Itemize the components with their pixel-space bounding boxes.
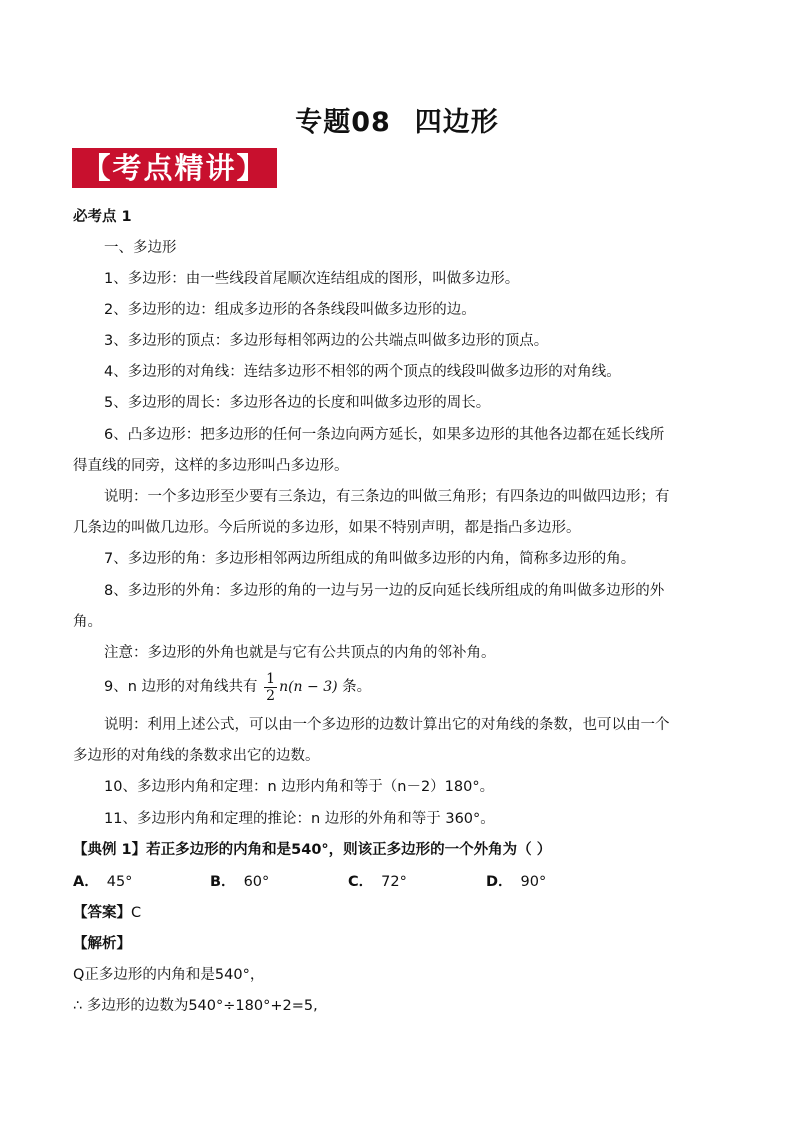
example-question: 【典例 1】若正多边形的内角和是540°，则该正多边形的一个外角为（ ）	[73, 842, 552, 858]
paragraph-3: 3、多边形的顶点：多边形每相邻两边的公共端点叫做多边形的顶点。	[104, 333, 549, 349]
option-d-letter: D．	[486, 874, 513, 890]
analysis-label: 【解析】	[73, 936, 131, 952]
option-d	[486, 872, 546, 892]
option-d-value: 90°	[520, 874, 547, 890]
section-banner: 【考点精讲】	[72, 148, 277, 188]
paragraph-1: 1、多边形：由一些线段首尾顺次连结组成的图形，叫做多边形。	[104, 271, 520, 287]
option-a	[73, 872, 132, 892]
paragraph-6-line-1: 6、凸多边形：把多边形的任何一条边向两方延长，如果多边形的其他各边都在延长线所	[104, 427, 665, 443]
option-c-letter: C．	[348, 874, 374, 890]
option-b-value: 60°	[243, 874, 270, 890]
option-b	[210, 872, 269, 892]
section-label: 必考点 1	[73, 209, 132, 225]
note-2: 注意：多边形的外角也就是与它有公共顶点的内角的邻补角。	[104, 645, 496, 661]
title-prefix: 专题	[295, 107, 352, 138]
answer	[73, 903, 141, 923]
paragraph-10: 10、多边形内角和定理：n 边形内角和等于（n－2）180°。	[104, 779, 495, 795]
title-number: 08	[351, 107, 391, 138]
analysis-line-1: Q正多边形的内角和是540°，	[73, 967, 265, 983]
paragraph-4: 4、多边形的对角线：连结多边形不相邻的两个顶点的线段叫做多边形的对角线。	[104, 364, 621, 380]
note-1-line-2: 几条边的叫做几边形。今后所说的多边形，如果不特别声明，都是指凸多边形。	[73, 520, 581, 536]
paragraph-11: 11、多边形内角和定理的推论：n 边形的外角和等于 360°。	[104, 811, 495, 827]
note-3-line-1: 说明：利用上述公式，可以由一个多边形的边数计算出它的对角线的条数，也可以由一个	[104, 717, 670, 733]
option-c-value: 72°	[381, 874, 407, 890]
heading-polygon: 一、多边形	[104, 240, 177, 256]
paragraph-8-line-2: 角。	[73, 614, 102, 630]
fraction-numerator: 1	[266, 670, 276, 687]
page-title	[0, 100, 794, 139]
note-1-line-1: 说明：一个多边形至少要有三条边，有三条边的叫做三角形；有四条边的叫做四边形；有	[104, 489, 670, 505]
note-3-line-2: 多边形的对角线的条数求出它的边数。	[73, 748, 320, 764]
paragraph-9-pre: 9、n 边形的对角线共有	[104, 679, 258, 695]
paragraph-8-line-1: 8、多边形的外角：多边形的角的一边与另一边的反向延长线所组成的角叫做多边形的外	[104, 583, 665, 599]
fraction-denominator: 2	[266, 687, 276, 704]
answer-value: C	[131, 905, 142, 921]
paragraph-9-post: 条。	[342, 679, 372, 695]
analysis-line-2: ∴ 多边形的边数为540°÷180°+2=5,	[73, 998, 318, 1014]
diagonal-formula: n(n − 3)	[279, 679, 338, 695]
paragraph-7: 7、多边形的角：多边形相邻两边所组成的角叫做多边形的内角，简称多边形的角。	[104, 551, 636, 567]
answer-label: 【答案】	[73, 905, 131, 921]
paragraph-5: 5、多边形的周长：多边形各边的长度和叫做多边形的周长。	[104, 395, 491, 411]
paragraph-2: 2、多边形的边：组成多边形的各条线段叫做多边形的边。	[104, 302, 476, 318]
option-a-value: 45°	[106, 874, 133, 890]
option-b-letter: B．	[210, 874, 236, 890]
paragraph-9	[104, 670, 371, 704]
paragraph-6-line-2: 得直线的同旁，这样的多边形叫凸多边形。	[73, 458, 349, 474]
option-a-letter: A．	[73, 874, 99, 890]
fraction-one-half	[264, 671, 277, 704]
title-topic: 四边形	[414, 107, 499, 138]
option-c	[348, 872, 407, 892]
